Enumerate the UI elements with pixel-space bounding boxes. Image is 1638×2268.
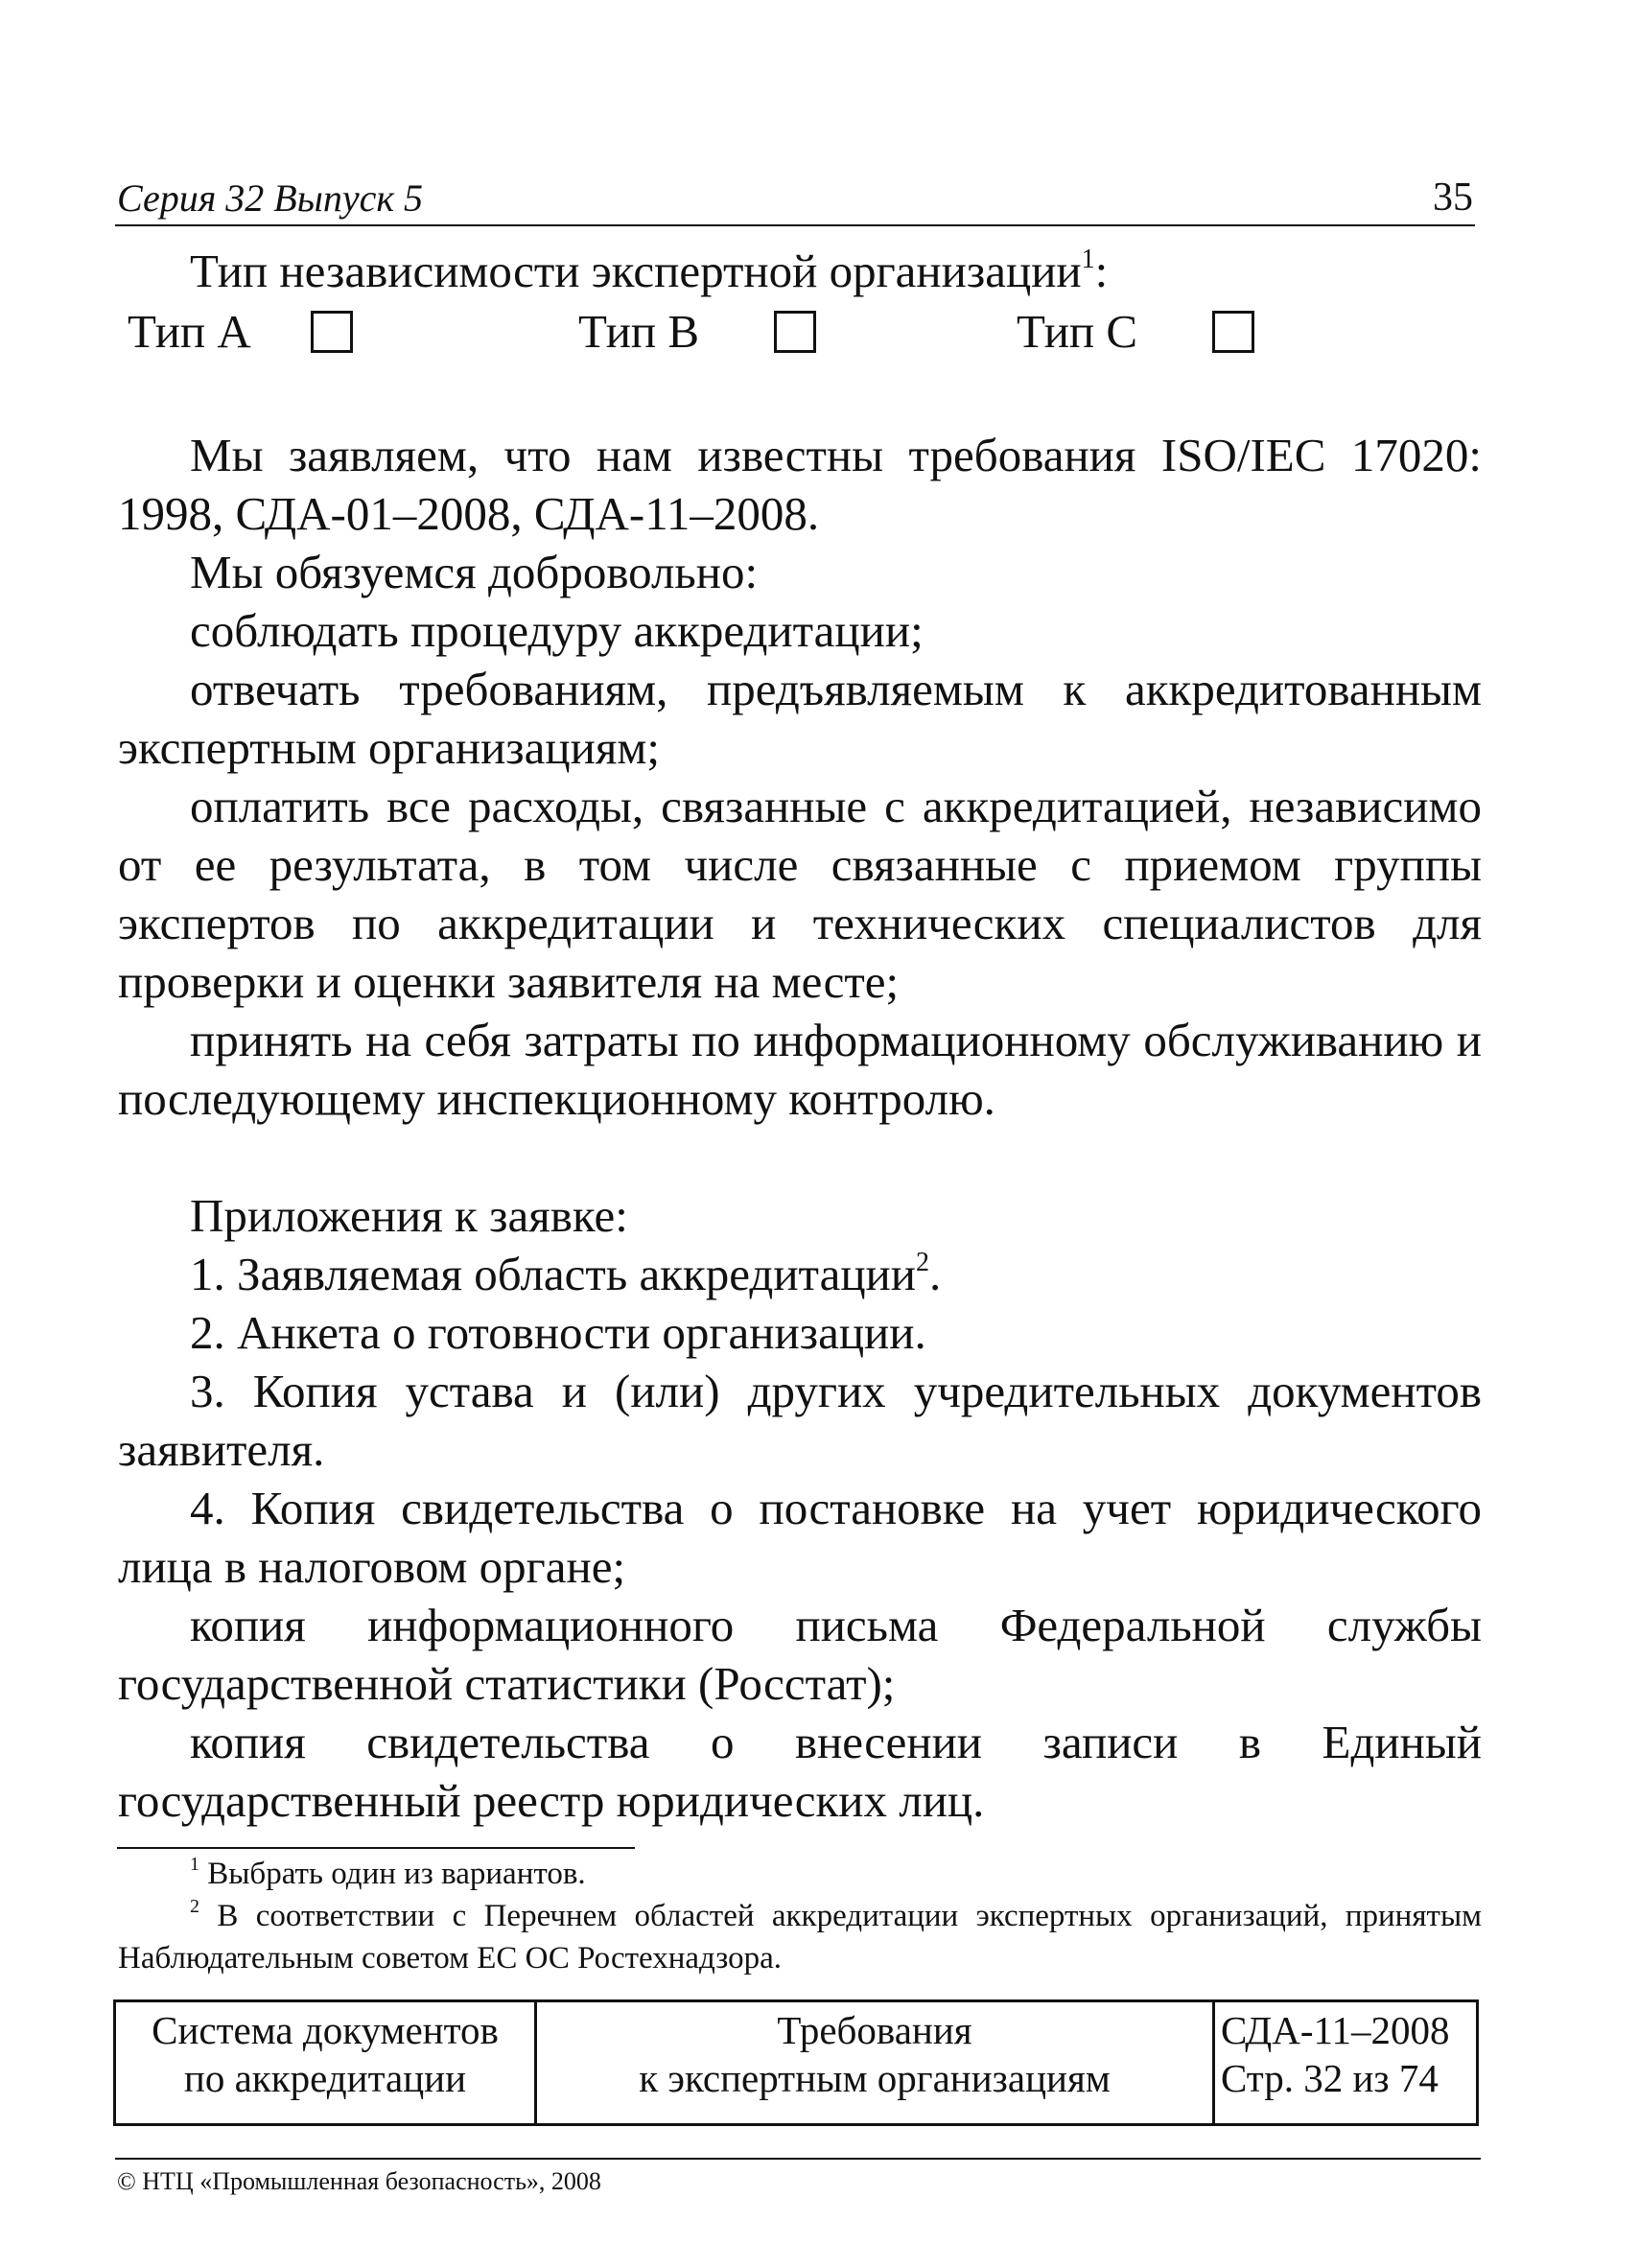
commitment-item: отвечать требованиям, предъявляемым к аккредитованным экспертным организациям; — [118, 663, 1482, 774]
commitment-item: принять на себя затраты по информационному обслуживанию и последующему инспекционному контролю. — [118, 1014, 1482, 1125]
attachment-item-4b: копия свидетельства о внесении записи в Единый государственный реестр юридических лиц. — [118, 1716, 1482, 1827]
footnote-1: $^1$ Выбрать один из вариантов. — [190, 1854, 586, 1891]
commitments-intro: Мы обязуемся добровольно: — [190, 546, 759, 598]
series-title: Серия 32 Выпуск 5 — [117, 176, 424, 220]
footnote-2: $^2$ В соответствии с Перечнем областей аккредитации экспертных организаций, принятым Наблюдательным советом ЕС ОС Ростехнадзора. — [118, 1896, 1482, 1976]
footer-doc-info-cell — [1214, 2001, 1478, 2125]
independence-title: Тип независимости экспертной организации$^1$: — [190, 245, 1109, 297]
page-header — [115, 171, 1475, 226]
type-c-label: Тип С — [1017, 305, 1138, 358]
bottom-divider — [115, 2158, 1481, 2160]
attachment-item-1: 1. Заявляемая область аккредитации$^2$. — [190, 1248, 942, 1300]
attachment-item-4: 4. Копия свидетельства о постановке на учет юридического лица в налоговом органе; — [118, 1482, 1482, 1593]
type-b-option[interactable] — [578, 302, 816, 361]
type-b-label: Тип В — [578, 305, 700, 358]
type-a-checkbox[interactable] — [311, 311, 353, 353]
commitment-item: соблюдать процедуру аккредитации; — [190, 604, 924, 657]
footer-system-cell: Система документов по аккредитации — [115, 2001, 536, 2125]
type-b-checkbox[interactable] — [774, 311, 816, 353]
independence-type-options — [118, 302, 1482, 367]
attachment-item-2: 2. Анкета о готовности организации. — [190, 1306, 926, 1359]
document-footer-table — [113, 1999, 1479, 2126]
doc-code: СДА-11–2008 — [1221, 2008, 1450, 2052]
copyright-notice: © НТЦ «Промышленная безопасность», 2008 — [117, 2167, 601, 2195]
attachments-title: Приложения к заявке: — [190, 1189, 628, 1242]
type-c-option[interactable] — [1017, 302, 1254, 361]
attachment-item-3: 3. Копия устава и (или) других учредительных документов заявителя. — [118, 1365, 1482, 1476]
footer-requirements-cell: Требования к экспертным организациям — [536, 2001, 1214, 2125]
footnote-divider — [117, 1847, 635, 1849]
footnote-ref-1[interactable]: 1 — [1081, 245, 1095, 274]
page-number: 35 — [1433, 175, 1473, 220]
page-info: Стр. 32 из 74 — [1221, 2056, 1439, 2100]
commitment-item: оплатить все расходы, связанные с аккредитацией, независимо от ее результата, в том числе связанные с приемом группы экспертов по аккредитации и технических специалистов для проверки и оценки заявителя на месте; — [118, 780, 1482, 1008]
footnote-ref-2[interactable]: 2 — [916, 1248, 929, 1277]
type-c-checkbox[interactable] — [1212, 311, 1254, 353]
page-body — [118, 242, 1482, 1830]
footnotes — [118, 1853, 1482, 1979]
type-a-label: Тип А — [128, 305, 251, 358]
attachment-item-4a: копия информационного письма Федеральной службы государственной статистики (Росстат); — [118, 1599, 1482, 1710]
type-a-option[interactable] — [128, 302, 353, 361]
declaration-statement: Мы заявляем, что нам известны требования ISO/IEC 17020: 1998, СДА-01–2008, СДА-11–2008. — [118, 429, 1482, 540]
